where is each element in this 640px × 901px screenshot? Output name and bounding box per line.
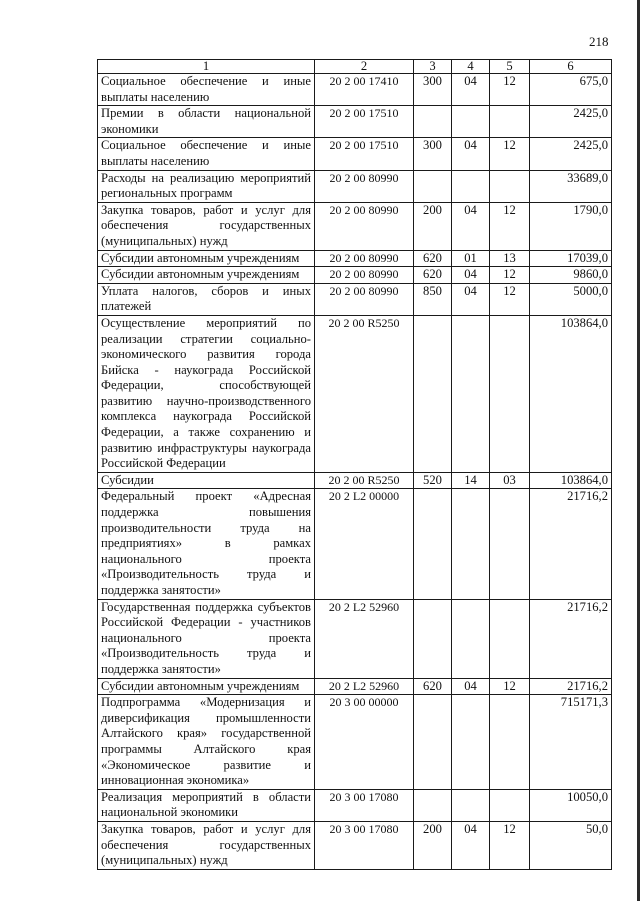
- row-amount: 103864,0: [530, 315, 612, 472]
- row-amount: 10050,0: [530, 789, 612, 821]
- row-amount: 21716,2: [530, 489, 612, 599]
- row-amount: 5000,0: [530, 283, 612, 315]
- row-section: [452, 315, 490, 472]
- row-expense-type: 620: [414, 267, 452, 284]
- row-expense-type: [414, 489, 452, 599]
- row-expense-type: 520: [414, 472, 452, 489]
- row-amount: 2425,0: [530, 138, 612, 170]
- row-section: [452, 789, 490, 821]
- row-expense-type: 300: [414, 138, 452, 170]
- table-row: [98, 138, 612, 170]
- row-amount: 675,0: [530, 74, 612, 106]
- row-name: Социальное обеспечение и иные выплаты населению: [98, 138, 315, 170]
- row-target-code: 20 2 00 17410: [315, 74, 414, 106]
- row-expense-type: [414, 695, 452, 790]
- row-section: 04: [452, 74, 490, 106]
- table-row: [98, 315, 612, 472]
- row-subsection: 03: [490, 472, 530, 489]
- row-target-code: 20 2 00 80990: [315, 250, 414, 267]
- row-name: Субсидии автономным учреждениям: [98, 267, 315, 284]
- row-subsection: 12: [490, 283, 530, 315]
- row-expense-type: 850: [414, 283, 452, 315]
- table-row: [98, 202, 612, 250]
- row-subsection: [490, 106, 530, 138]
- table-row: [98, 599, 612, 678]
- row-target-code: 20 2 00 80990: [315, 283, 414, 315]
- row-subsection: 12: [490, 202, 530, 250]
- row-target-code: 20 3 00 17080: [315, 789, 414, 821]
- row-expense-type: 620: [414, 678, 452, 695]
- row-name: Закупка товаров, работ и услуг для обеспечения государственных (муниципальных) нужд: [98, 202, 315, 250]
- row-amount: 33689,0: [530, 170, 612, 202]
- row-target-code: 20 2 L2 52960: [315, 599, 414, 678]
- row-section: 01: [452, 250, 490, 267]
- header-col-1: 1: [98, 60, 315, 74]
- row-name: Расходы на реализацию мероприятий региональных программ: [98, 170, 315, 202]
- table-row: [98, 678, 612, 695]
- table-row: [98, 267, 612, 284]
- row-expense-type: [414, 106, 452, 138]
- row-subsection: [490, 599, 530, 678]
- row-amount: 715171,3: [530, 695, 612, 790]
- header-col-6: 6: [530, 60, 612, 74]
- table-row: [98, 283, 612, 315]
- row-expense-type: [414, 789, 452, 821]
- row-section: [452, 489, 490, 599]
- row-subsection: 13: [490, 250, 530, 267]
- header-col-2: 2: [315, 60, 414, 74]
- table-row: [98, 489, 612, 599]
- table-header-row: [98, 60, 612, 74]
- table-row: [98, 821, 612, 869]
- row-expense-type: [414, 315, 452, 472]
- row-target-code: 20 2 00 80990: [315, 267, 414, 284]
- row-subsection: [490, 695, 530, 790]
- row-name: Осуществление мероприятий по реализации стратегии социально-экономического развития города Бийска - наукограда Российской Федерации, способствующей развитию научно-производственного комплекса наукограда Российской Федерации, а также сохранению и развитию инфраструктуры наукограда Российской Федерации: [98, 315, 315, 472]
- row-name: Субсидии автономным учреждениям: [98, 250, 315, 267]
- row-amount: 17039,0: [530, 250, 612, 267]
- row-target-code: 20 2 00 80990: [315, 202, 414, 250]
- row-name: Субсидии: [98, 472, 315, 489]
- table-row: [98, 106, 612, 138]
- row-name: Закупка товаров, работ и услуг для обеспечения государственных (муниципальных) нужд: [98, 821, 315, 869]
- row-amount: 21716,2: [530, 678, 612, 695]
- row-name: Реализация мероприятий в области национальной экономики: [98, 789, 315, 821]
- row-target-code: 20 2 00 R5250: [315, 315, 414, 472]
- row-subsection: 12: [490, 821, 530, 869]
- row-name: Уплата налогов, сборов и иных платежей: [98, 283, 315, 315]
- row-section: 04: [452, 821, 490, 869]
- row-expense-type: [414, 170, 452, 202]
- row-expense-type: 620: [414, 250, 452, 267]
- row-subsection: [490, 315, 530, 472]
- row-expense-type: 200: [414, 821, 452, 869]
- row-target-code: 20 2 00 R5250: [315, 472, 414, 489]
- row-section: 04: [452, 138, 490, 170]
- row-amount: 1790,0: [530, 202, 612, 250]
- row-subsection: 12: [490, 678, 530, 695]
- row-section: 04: [452, 283, 490, 315]
- row-section: 04: [452, 267, 490, 284]
- header-col-3: 3: [414, 60, 452, 74]
- row-section: [452, 106, 490, 138]
- row-subsection: [490, 170, 530, 202]
- table-row: [98, 74, 612, 106]
- row-section: 14: [452, 472, 490, 489]
- row-amount: 9860,0: [530, 267, 612, 284]
- row-name: Социальное обеспечение и иные выплаты населению: [98, 74, 315, 106]
- row-name: Федеральный проект «Адресная поддержка повышения производительности труда на предприятиях» в рамках национального проекта «Производительность труда и поддержка занятости»: [98, 489, 315, 599]
- table-row: [98, 170, 612, 202]
- row-name: Субсидии автономным учреждениям: [98, 678, 315, 695]
- header-col-4: 4: [452, 60, 490, 74]
- row-expense-type: 200: [414, 202, 452, 250]
- row-section: 04: [452, 678, 490, 695]
- row-amount: 50,0: [530, 821, 612, 869]
- row-section: 04: [452, 202, 490, 250]
- row-section: [452, 599, 490, 678]
- table-row: [98, 695, 612, 790]
- row-expense-type: [414, 599, 452, 678]
- row-name: Государственная поддержка субъектов Российской Федерации - участников национального проекта «Производительность труда и поддержка занятости»: [98, 599, 315, 678]
- row-subsection: [490, 489, 530, 599]
- row-section: [452, 695, 490, 790]
- page-number: 218: [589, 34, 609, 49]
- row-name: Подпрограмма «Модернизация и диверсификация промышленности Алтайского края» государственной программы Алтайского края «Экономическое развитие и инновационная экономика»: [98, 695, 315, 790]
- row-subsection: 12: [490, 74, 530, 106]
- table-row: [98, 472, 612, 489]
- row-amount: 2425,0: [530, 106, 612, 138]
- budget-table: [97, 59, 612, 870]
- header-col-5: 5: [490, 60, 530, 74]
- row-subsection: 12: [490, 138, 530, 170]
- row-target-code: 20 2 L2 52960: [315, 678, 414, 695]
- row-amount: 21716,2: [530, 599, 612, 678]
- row-target-code: 20 2 L2 00000: [315, 489, 414, 599]
- row-target-code: 20 2 00 80990: [315, 170, 414, 202]
- table-row: [98, 250, 612, 267]
- row-target-code: 20 2 00 17510: [315, 138, 414, 170]
- row-name: Премии в области национальной экономики: [98, 106, 315, 138]
- row-subsection: [490, 789, 530, 821]
- row-target-code: 20 2 00 17510: [315, 106, 414, 138]
- row-target-code: 20 3 00 17080: [315, 821, 414, 869]
- row-expense-type: 300: [414, 74, 452, 106]
- table-row: [98, 789, 612, 821]
- row-amount: 103864,0: [530, 472, 612, 489]
- row-subsection: 12: [490, 267, 530, 284]
- row-section: [452, 170, 490, 202]
- row-target-code: 20 3 00 00000: [315, 695, 414, 790]
